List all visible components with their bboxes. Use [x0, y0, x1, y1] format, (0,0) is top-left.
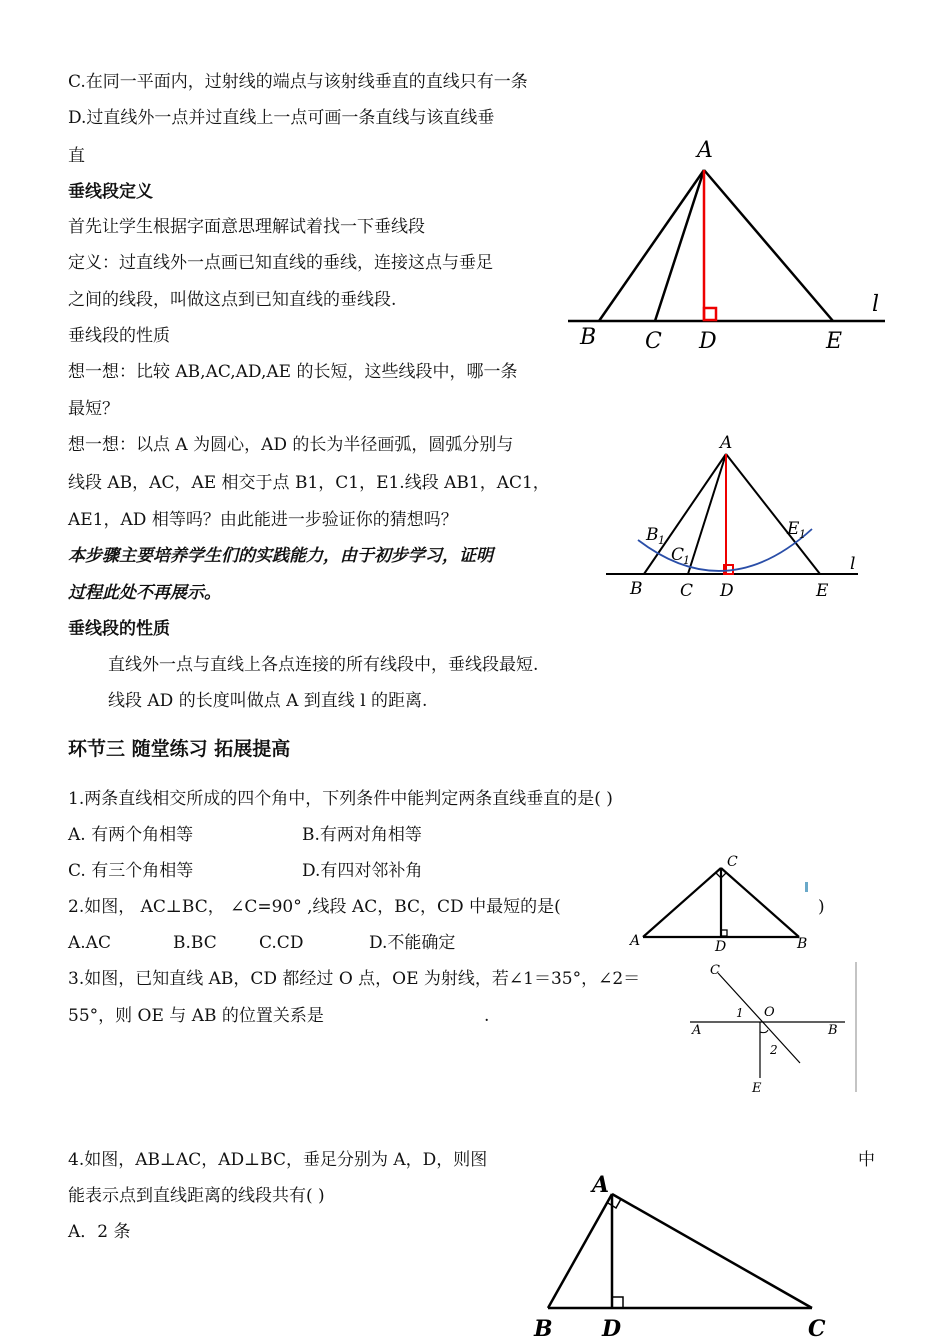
figure-q4	[530, 1168, 840, 1344]
label-o: O	[764, 1005, 775, 1020]
q1-stem: 1.两条直线相交所成的四个角中，下列条件中能判定两条直线垂直的是( )	[68, 789, 613, 809]
label-b: B	[828, 1023, 838, 1038]
label-b: B	[630, 579, 643, 599]
segment-ac	[612, 1194, 812, 1308]
label-a: A	[692, 1023, 702, 1038]
figure-q2	[625, 850, 825, 958]
label-c: C	[645, 329, 662, 354]
segment-ab	[599, 170, 704, 321]
segment-ac	[643, 868, 721, 937]
q2-option-a: A.AC	[68, 933, 111, 953]
q2-option-b: B.BC	[173, 933, 217, 953]
label-c: C	[710, 963, 720, 978]
label-l: l	[850, 554, 856, 574]
q4-stem-end: 中	[858, 1150, 875, 1170]
think-text-2-cont2: AE1，AD 相等吗？由此能进一步验证你的猜想吗？	[68, 510, 458, 530]
label-d: D	[602, 1316, 622, 1342]
note-emphasis: 本步骤主要培养学生们的实践能力，由于初步学习，证明	[68, 546, 493, 566]
label-e1-sub: 1	[799, 528, 806, 541]
label-e: E	[752, 1081, 762, 1096]
figure-perpendicular-segments	[560, 135, 900, 360]
label-a: A	[697, 138, 713, 163]
definition-text: 定义：过直线外一点画已知直线的垂线，连接这点与垂足	[68, 253, 493, 273]
q1-option-d: D.有四对邻补角	[302, 861, 423, 881]
label-b: B	[797, 936, 808, 952]
q3-end: .	[484, 1006, 490, 1026]
think-text-2-cont: 线段 AB，AC，AE 相交于点 B1，C1，E1.线段 AB1，AC1，	[68, 473, 550, 493]
label-c: C	[727, 854, 738, 870]
figure-arc-verification	[600, 432, 870, 602]
label-a: A	[720, 433, 733, 453]
label-d: D	[715, 939, 727, 955]
q3-stem: 3.如图，已知直线 AB，CD 都经过 O 点，OE 为射线，若∠1＝35°，∠2＝	[68, 969, 641, 989]
q4-stem: 4.如图，AB⊥AC，AD⊥BC，垂足分别为 A，D，则图	[68, 1150, 488, 1170]
q2-stem-close: )	[818, 897, 825, 917]
label-c1: C	[671, 545, 685, 565]
think-text-1: 想一想：比较 AB,AC,AD,AE 的长短，这些线段中，哪一条	[68, 362, 518, 382]
label-e1: E	[787, 519, 800, 539]
paragraph: 首先让学生根据字面意思理解试着找一下垂线段	[68, 217, 425, 237]
q3-stem-cont: 55°，则 OE 与 AB 的位置关系是	[68, 1006, 324, 1026]
q1-option-b: B.有两对角相等	[302, 825, 422, 845]
note-emphasis-cont: 过程此处不再展示。	[68, 583, 221, 603]
q4-stem-cont: 能表示点到直线距离的线段共有( )	[68, 1186, 325, 1206]
option-c-text: C.在同一平面内，过射线的端点与该射线垂直的直线只有一条	[68, 72, 528, 92]
think-text-2: 想一想：以点 A 为圆心，AD 的长为半径画弧，圆弧分别与	[68, 435, 514, 455]
label-c: C	[808, 1316, 826, 1342]
q2-stem: 2.如图， AC⊥BC， ∠C=90° ,线段 AC，BC，CD 中最短的是(	[68, 897, 561, 917]
label-angle-1: 1	[736, 1006, 744, 1020]
label-b1: B	[646, 525, 659, 545]
option-d-text: D.过直线外一点并过直线上一点可画一条直线与该直线垂	[68, 108, 495, 128]
decorative-mark	[805, 882, 808, 892]
subheading-property: 垂线段的性质	[68, 326, 170, 346]
label-c1-sub: 1	[683, 554, 690, 567]
definition-text-cont: 之间的线段，叫做这点到已知直线的垂线段.	[68, 290, 397, 310]
option-d-text-cont: 直	[68, 146, 85, 166]
label-d: D	[699, 329, 717, 354]
label-a: A	[630, 933, 641, 949]
segment-ae	[704, 170, 833, 321]
label-e: E	[826, 329, 843, 354]
angle-2-arc	[760, 1030, 768, 1033]
label-b1-sub: 1	[658, 534, 665, 547]
distance-statement: 线段 AD 的长度叫做点 A 到直线 l 的距离.	[108, 691, 428, 711]
right-angle-mark	[704, 308, 716, 320]
segment-bc	[721, 868, 799, 937]
label-c: C	[680, 581, 694, 601]
label-d: D	[720, 581, 734, 601]
label-e: E	[816, 581, 829, 601]
label-a: A	[592, 1172, 610, 1198]
segment-ac	[655, 170, 704, 321]
figure-q3	[680, 960, 870, 1100]
property-statement: 直线外一点与直线上各点连接的所有线段中，垂线段最短.	[108, 655, 539, 675]
heading-perpendicular-segment-definition: 垂线段定义	[68, 182, 153, 202]
q2-option-c: C.CD	[259, 933, 304, 953]
q2-option-d: D.不能确定	[369, 933, 456, 953]
right-angle-mark-d	[612, 1297, 623, 1308]
label-b: B	[534, 1316, 553, 1342]
line-cd	[718, 973, 800, 1063]
label-b: B	[580, 325, 597, 350]
label-angle-2: 2	[770, 1043, 778, 1057]
q1-option-c: C. 有三个角相等	[68, 861, 194, 881]
right-angle-mark-a	[608, 1199, 621, 1208]
think-text-1-cont: 最短？	[68, 399, 119, 419]
q1-option-a: A. 有两个角相等	[68, 825, 194, 845]
segment-ab	[548, 1194, 612, 1308]
heading-property: 垂线段的性质	[68, 619, 170, 639]
q4-option-a: A．2 条	[68, 1222, 131, 1242]
label-l: l	[872, 292, 880, 317]
segment-ac	[688, 454, 726, 574]
section-title: 环节三 随堂练习 拓展提高	[68, 738, 291, 760]
